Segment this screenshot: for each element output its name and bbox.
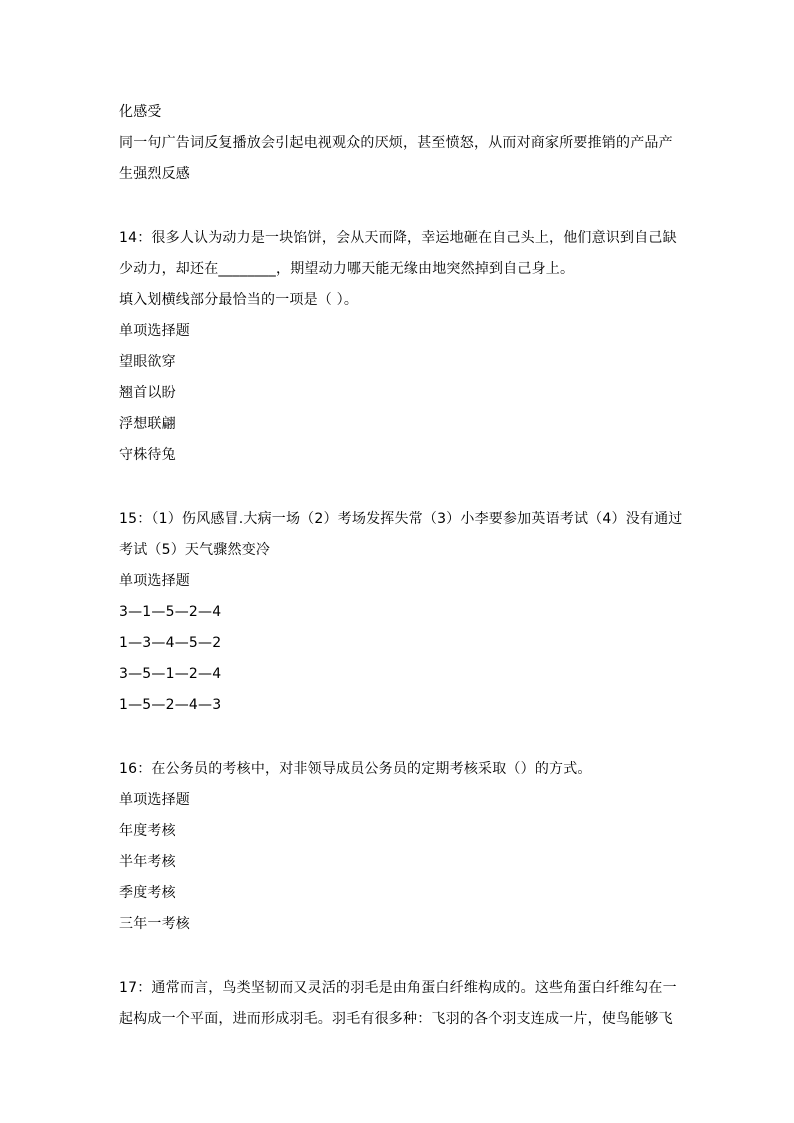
q15-type-label: 单项选择题: [119, 573, 190, 589]
q14-option-a: 望眼欲穿: [119, 354, 176, 370]
q14-option-c: 浮想联翩: [119, 416, 176, 432]
q15-stem-line-1: 15：（1）伤风感冒.大病一场（2）考场发挥失常（3）小李要参加英语考试（4）没有通过: [119, 511, 683, 527]
q16-option-a: 年度考核: [119, 823, 176, 839]
q14-stem-line-2: 少动力，却还在________，期望动力哪天能无缘由地突然掉到自己身上。: [119, 261, 575, 277]
continuation-line-2: 同一句广告词反复播放会引起电视观众的厌烦，甚至愤怒，从而对商家所要推销的产品产: [119, 135, 673, 151]
continuation-line-3: 生强烈反感: [119, 166, 190, 182]
q17-stem-line-1: 17：通常而言，鸟类坚韧而又灵活的羽毛是由角蛋白纤维构成的。这些角蛋白纤维勾在一: [119, 980, 677, 996]
q15-option-c: 3—5—1—2—4: [119, 666, 222, 682]
q16-option-d: 三年一考核: [119, 916, 190, 932]
q15-option-b: 1—3—4—5—2: [119, 635, 222, 651]
q15-option-d: 1—5—2—4—3: [119, 697, 222, 713]
q14-stem-line-1: 14：很多人认为动力是一块馅饼，会从天而降，幸运地砸在自己头上，他们意识到自己缺: [119, 230, 677, 246]
q15-option-a: 3—1—5—2—4: [119, 604, 222, 620]
continuation-line-1: 化感受: [119, 104, 162, 120]
q14-option-d: 守株待兔: [119, 447, 176, 463]
q16-option-c: 季度考核: [119, 885, 176, 901]
q14-option-b: 翘首以盼: [119, 385, 176, 401]
q16-type-label: 单项选择题: [119, 792, 190, 808]
q17-stem-line-2: 起构成一个平面，进而形成羽毛。羽毛有很多种：飞羽的各个羽支连成一片，使鸟能够飞: [119, 1011, 673, 1027]
q16-stem-line-1: 16：在公务员的考核中，对非领导成员公务员的定期考核采取（）的方式。: [119, 761, 592, 777]
q16-option-b: 半年考核: [119, 854, 176, 870]
q14-type-label: 单项选择题: [119, 323, 190, 339]
q14-instruction: 填入划横线部分最恰当的一项是（ ）。: [119, 292, 359, 308]
q15-stem-line-2: 考试（5）天气骤然变冷: [119, 542, 271, 558]
